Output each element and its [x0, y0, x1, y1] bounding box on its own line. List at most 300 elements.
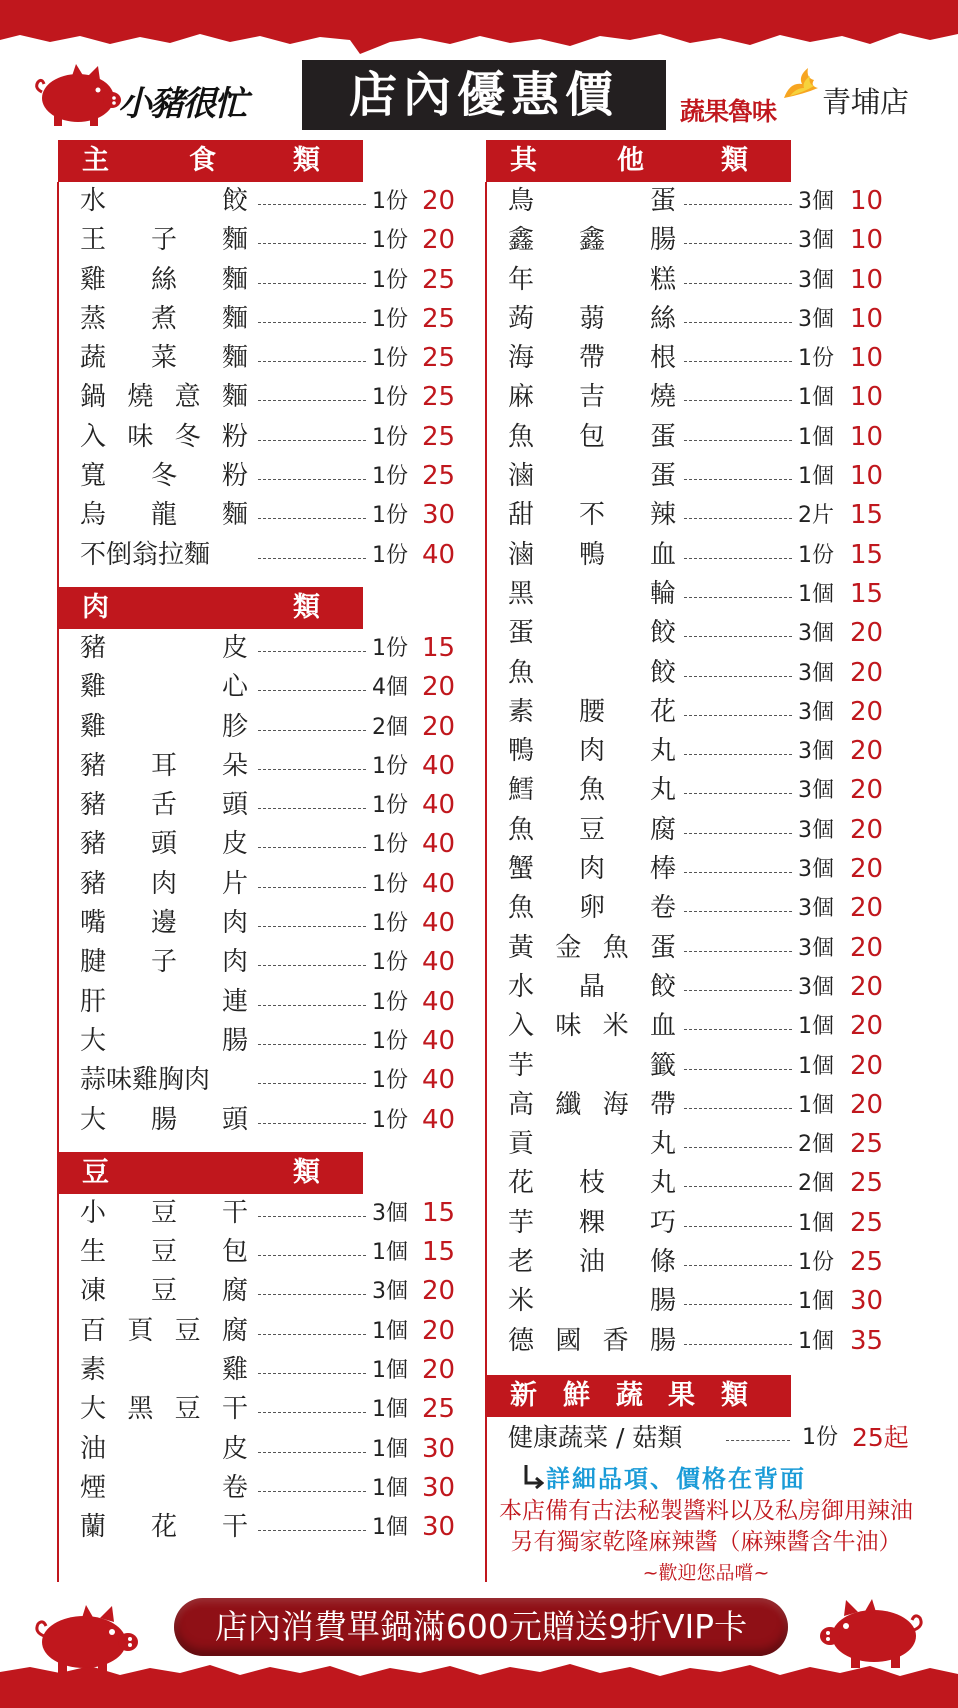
item-price: 20 [422, 1315, 456, 1346]
dotted-leader [684, 1108, 792, 1109]
dotted-leader [684, 1344, 792, 1345]
dotted-leader [258, 1005, 366, 1006]
section-header [58, 587, 363, 629]
section-title-char: 他 [617, 145, 644, 176]
item-price: 25 [422, 382, 456, 413]
item-name-char: 金 [555, 932, 582, 963]
menu-item [508, 850, 916, 889]
dotted-leader [258, 808, 366, 809]
item-name-char: 甜 [508, 500, 535, 531]
item-name [80, 1312, 248, 1351]
section-header-veg [486, 1375, 791, 1417]
item-name-char: 水 [508, 971, 535, 1002]
dotted-leader [684, 676, 792, 677]
item-name [508, 1007, 676, 1046]
brand-name: 小豬很忙 [118, 84, 246, 124]
item-price: 20 [850, 775, 884, 806]
item-name [80, 1351, 248, 1390]
dotted-leader [258, 1491, 366, 1492]
menu-item [508, 654, 916, 693]
dotted-leader [684, 1069, 792, 1070]
item-unit: 1個 [798, 1053, 834, 1079]
item-name-char: 凍 [80, 1276, 107, 1307]
item-name [80, 261, 248, 300]
item-unit: 1個 [798, 1014, 834, 1040]
item-unit: 1份 [372, 832, 408, 858]
item-unit: 3個 [798, 189, 834, 214]
item-name-char: 麻 [508, 382, 535, 413]
menu-item [80, 1022, 458, 1061]
item-name [80, 339, 248, 378]
note-line-3: ~歡迎您品嚐~ [642, 1562, 770, 1584]
dotted-leader [258, 1083, 366, 1084]
dotted-leader [258, 690, 366, 691]
item-name [508, 536, 676, 575]
item-name-char: 血 [649, 1011, 676, 1042]
dotted-leader [258, 479, 366, 480]
dotted-leader [684, 1029, 792, 1030]
item-name [80, 629, 248, 668]
menu-item [508, 378, 916, 417]
item-name-char: 麵 [221, 500, 248, 531]
section-header [486, 140, 791, 182]
section-spacer [486, 1361, 916, 1375]
item-name [80, 378, 248, 417]
menu-item [508, 732, 916, 771]
item-name-char: 米 [602, 1011, 629, 1042]
item-name-char: 蘭 [80, 1512, 107, 1543]
item-name-char: 麵 [221, 225, 248, 256]
item-name [80, 221, 248, 260]
item-name [80, 1469, 248, 1508]
item-name [80, 865, 248, 904]
item-name-char: 丸 [649, 736, 676, 767]
item-unit: 1個 [798, 424, 834, 450]
item-price: 30 [422, 1512, 456, 1543]
item-name [80, 825, 248, 864]
item-name-char: 頁 [127, 1315, 154, 1346]
item-price: 10 [850, 382, 884, 413]
right-column [486, 140, 916, 1499]
item-name-char: 麵 [221, 382, 248, 413]
item-name-char: 餃 [221, 186, 248, 216]
menu-item [80, 983, 458, 1022]
item-name-char: 晶 [578, 971, 605, 1002]
dotted-leader [684, 911, 792, 912]
item-list [486, 182, 916, 1361]
item-name-char: 老 [508, 1247, 535, 1278]
item-name-char: 腰 [578, 696, 605, 727]
dotted-leader [684, 400, 792, 401]
item-name-char: 年 [508, 264, 535, 295]
item-price: 40 [422, 908, 456, 939]
item-name [508, 968, 676, 1007]
dotted-leader [258, 1334, 366, 1335]
item-unit: 1份 [372, 267, 408, 293]
item-price: 25 [422, 1394, 456, 1425]
notes [486, 1496, 926, 1589]
menu-item [508, 221, 916, 260]
item-name-char: 粉 [221, 421, 248, 452]
item-name [80, 536, 248, 575]
item-name [80, 708, 248, 747]
item-price: 20 [850, 814, 884, 845]
item-name [508, 221, 676, 260]
item-name-char: 冬 [174, 421, 201, 452]
item-name-char: 肉 [150, 868, 177, 899]
item-name [508, 1243, 676, 1282]
sub-brand-text: 蔬果魯味 [680, 97, 777, 126]
item-price: 25 [422, 264, 456, 295]
dotted-leader [258, 1294, 366, 1295]
item-price: 40 [422, 1104, 456, 1135]
item-unit: 1份 [372, 1068, 408, 1094]
item-name-char: 意 [174, 382, 201, 413]
item-name [508, 1047, 676, 1086]
dotted-leader [258, 1452, 366, 1453]
dotted-leader [258, 1530, 366, 1531]
item-price: 25 [422, 421, 456, 452]
item-name-char: 干 [221, 1512, 248, 1543]
menu-item [80, 1233, 458, 1272]
item-unit: 1份 [372, 346, 408, 372]
dotted-leader [684, 1265, 792, 1266]
item-unit: 3個 [798, 228, 834, 254]
item-name-char: 片 [221, 868, 248, 899]
item-name [508, 811, 676, 850]
item-name [508, 261, 676, 300]
menu-item [80, 904, 458, 943]
item-price: 40 [422, 829, 456, 860]
dotted-leader [258, 965, 366, 966]
item-price: 20 [850, 1050, 884, 1081]
menu-item [80, 629, 458, 668]
item-price: 20 [850, 618, 884, 649]
item-name-char: 吉 [578, 382, 605, 413]
item-name-char: 肉 [221, 908, 248, 939]
item-name-char: 皮 [221, 829, 248, 860]
veg-item-price: 25起 [852, 1422, 909, 1452]
item-price: 20 [850, 1011, 884, 1042]
item-name-char: 豆 [174, 1315, 201, 1346]
item-name [80, 904, 248, 943]
pig-logo-icon [32, 62, 122, 128]
item-name-char: 朵 [221, 750, 248, 781]
item-price: 30 [422, 1472, 456, 1503]
menu-item [80, 865, 458, 904]
item-name-char: 燒 [127, 382, 154, 413]
section-header [58, 1152, 363, 1194]
dotted-leader [258, 204, 366, 205]
dotted-leader [684, 1226, 792, 1227]
item-name-char: 帶 [578, 343, 605, 374]
dotted-leader [684, 440, 792, 441]
item-name-char: 連 [221, 986, 248, 1017]
item-name-char: 花 [150, 1512, 177, 1543]
menu-item [80, 668, 458, 707]
menu-item [80, 496, 458, 535]
item-unit: 3個 [798, 778, 834, 804]
item-name-char: 德 [508, 1325, 535, 1356]
item-name-char: 魚 [508, 814, 535, 845]
dotted-leader [684, 872, 792, 873]
detail-note-text: 詳細品項、價格在背面 [546, 1464, 806, 1493]
item-name-char: 麵 [221, 343, 248, 374]
section-title-char: 蔬 [616, 1379, 643, 1411]
item-name-char: 油 [578, 1247, 605, 1278]
item-list [58, 182, 458, 575]
dotted-leader [684, 833, 792, 834]
item-name [80, 943, 248, 982]
item-name [508, 693, 676, 732]
item-name [508, 1204, 676, 1243]
item-name-char: 龍 [150, 500, 177, 531]
item-price: 40 [422, 1065, 456, 1096]
item-price: 25 [850, 1247, 884, 1278]
item-price: 10 [850, 186, 884, 216]
sub-brand [680, 82, 810, 130]
item-price: 20 [422, 225, 456, 256]
item-name-char: 大 [80, 1394, 107, 1425]
dotted-leader [258, 1216, 366, 1217]
menu-item [80, 1061, 458, 1100]
menu-item [508, 418, 916, 457]
item-name-char: 花 [649, 696, 676, 727]
item-unit: 3個 [798, 817, 834, 843]
item-name-char: 粉 [221, 461, 248, 492]
item-name-char: 煙 [80, 1472, 107, 1503]
item-price: 20 [422, 711, 456, 742]
menu-item [80, 708, 458, 747]
item-unit: 3個 [798, 306, 834, 332]
item-name-char: 絲 [150, 264, 177, 295]
menu-item [508, 261, 916, 300]
dotted-leader [684, 951, 792, 952]
item-name-char: 素 [80, 1355, 107, 1386]
menu-item [80, 943, 458, 982]
menu-item [508, 182, 916, 221]
item-name-char: 海 [508, 343, 535, 374]
item-name-char: 麵 [221, 303, 248, 334]
item-unit: 3個 [798, 621, 834, 647]
item-unit: 1份 [372, 871, 408, 897]
item-name-char: 不 [578, 500, 605, 531]
item-unit: 1份 [372, 753, 408, 779]
dotted-leader [684, 1304, 792, 1305]
item-name-char: 蛋 [649, 186, 676, 216]
menu-item [80, 1312, 458, 1351]
item-name-char: 麵 [221, 264, 248, 295]
item-name-char: 烏 [80, 500, 107, 531]
item-name-char: 鍋 [80, 382, 107, 413]
item-name [80, 1061, 248, 1100]
left-column [58, 140, 458, 1548]
item-name-char: 鳥 [508, 186, 535, 216]
item-name [508, 929, 676, 968]
dotted-leader [684, 754, 792, 755]
menu-item [80, 1508, 458, 1547]
item-name-char: 蒸 [80, 303, 107, 334]
item-unit: 1個 [798, 1328, 834, 1354]
item-price: 25 [422, 461, 456, 492]
item-name-char: 王 [80, 225, 107, 256]
item-name-char: 根 [649, 343, 676, 374]
item-unit: 1個 [798, 1092, 834, 1118]
item-name-char: 子 [150, 947, 177, 978]
menu-item [80, 1272, 458, 1311]
item-name-char: 肝 [80, 986, 107, 1017]
item-price: 25 [850, 1207, 884, 1238]
item-price: 40 [422, 868, 456, 899]
item-name-char: 芋 [508, 1050, 535, 1081]
item-name-char: 蒻 [578, 303, 605, 334]
item-name-char: 舌 [150, 790, 177, 821]
note-line-1: 本店備有古法秘製醬料以及私房御用辣油 [499, 1498, 913, 1524]
item-unit: 1個 [372, 1318, 408, 1344]
item-name [80, 1390, 248, 1429]
item-unit: 1個 [372, 1436, 408, 1462]
item-price: 25 [850, 1168, 884, 1199]
item-list [58, 1194, 458, 1548]
item-name-char: 豬 [80, 868, 107, 899]
item-unit: 1個 [798, 385, 834, 411]
item-name-char: 冬 [150, 461, 177, 492]
item-unit: 1個 [372, 1475, 408, 1501]
menu-item [80, 1469, 458, 1508]
item-name-char: 滷 [508, 539, 535, 570]
item-name-char: 豬 [80, 790, 107, 821]
item-name-char: 鑫 [578, 225, 605, 256]
item-unit: 1份 [372, 635, 408, 661]
item-price: 40 [422, 986, 456, 1017]
item-unit: 3個 [798, 857, 834, 883]
item-name-char: 百 [80, 1315, 107, 1346]
header [0, 58, 958, 134]
item-name-char: 棒 [649, 854, 676, 885]
item-name-char: 卷 [649, 893, 676, 924]
item-unit: 2片 [798, 503, 834, 529]
item-name-char: 豆 [150, 1197, 177, 1228]
item-name-char: 腸 [150, 1104, 177, 1135]
dotted-leader [258, 1412, 366, 1413]
item-name-char: 雞 [221, 1355, 248, 1386]
menu-item [508, 693, 916, 732]
item-name-char: 腐 [221, 1315, 248, 1346]
dotted-leader [258, 926, 366, 927]
item-price: 20 [850, 1089, 884, 1120]
item-unit: 3個 [372, 1200, 408, 1226]
menu-item [508, 1047, 916, 1086]
item-name-char: 腱 [80, 947, 107, 978]
menu-item [80, 1390, 458, 1429]
item-name-char: 丸 [649, 775, 676, 806]
item-name-char: 味 [555, 1011, 582, 1042]
item-unit: 3個 [798, 974, 834, 1000]
menu-item [508, 1007, 916, 1046]
item-name-char: 蛋 [649, 461, 676, 492]
item-name-char: 入 [80, 421, 107, 452]
item-price: 40 [422, 539, 456, 570]
item-name [80, 1101, 248, 1140]
item-name-char: 干 [221, 1197, 248, 1228]
item-name-char: 蛋 [508, 618, 535, 649]
item-name-char: 巧 [649, 1207, 676, 1238]
item-name-char: 豆 [150, 1237, 177, 1268]
item-name [508, 418, 676, 457]
item-name-char: 海 [602, 1089, 629, 1120]
section-title-char: 主 [82, 145, 109, 176]
item-name-char: 蔬 [80, 343, 107, 374]
item-name-char: 燒 [649, 382, 676, 413]
item-name-char: 耳 [150, 750, 177, 781]
item-name-char: 味 [127, 421, 154, 452]
item-price: 10 [850, 343, 884, 374]
item-name [508, 1322, 676, 1361]
item-name-char: 丸 [649, 1129, 676, 1160]
dotted-leader [684, 597, 792, 598]
item-name [80, 1430, 248, 1469]
item-unit: 1個 [798, 1289, 834, 1315]
item-name [80, 1022, 248, 1061]
item-price: 15 [850, 500, 884, 531]
item-name [80, 786, 248, 825]
item-name [80, 983, 248, 1022]
item-name-char: 皮 [221, 1433, 248, 1464]
item-unit: 1份 [372, 503, 408, 529]
item-name [508, 850, 676, 889]
item-name-char: 腐 [221, 1276, 248, 1307]
dotted-leader [684, 558, 792, 559]
item-unit: 1份 [798, 542, 834, 568]
dotted-leader [684, 518, 792, 519]
section-title-char: 類 [721, 145, 748, 176]
branch-name: 青埔店 [822, 85, 910, 119]
item-name-char: 雞 [80, 711, 107, 742]
item-name-char: 心 [221, 672, 248, 703]
turn-arrow-icon [522, 1463, 544, 1491]
item-unit: 1個 [372, 1240, 408, 1266]
item-name-char: 鱈 [508, 775, 535, 806]
item-name [80, 300, 248, 339]
item-price: 30 [850, 1286, 884, 1317]
item-unit: 1份 [372, 464, 408, 490]
item-name-char: 枝 [578, 1168, 605, 1199]
dotted-leader [684, 990, 792, 991]
dotted-leader [258, 400, 366, 401]
item-unit: 1個 [798, 464, 834, 490]
item-name-char: 高 [508, 1089, 535, 1120]
menu-item [508, 1164, 916, 1203]
item-name-char: 胗 [221, 711, 248, 742]
item-price: 10 [850, 264, 884, 295]
item-name-char: 餃 [649, 657, 676, 688]
item-name-char: 國 [555, 1325, 582, 1356]
item-name-char: 花 [508, 1168, 535, 1199]
item-name-char: 輪 [649, 578, 676, 609]
dotted-leader [684, 283, 792, 284]
menu-item [80, 378, 458, 417]
dotted-leader [258, 1255, 366, 1256]
item-name-char: 肉 [221, 947, 248, 978]
section-title-char: 類 [293, 145, 320, 176]
item-name-char: 滷 [508, 461, 535, 492]
item-name-char: 黃 [508, 932, 535, 963]
item-unit: 1份 [372, 306, 408, 332]
item-name [508, 300, 676, 339]
item-price: 30 [422, 1433, 456, 1464]
item-unit: 2個 [372, 714, 408, 740]
menu-item [508, 536, 916, 575]
